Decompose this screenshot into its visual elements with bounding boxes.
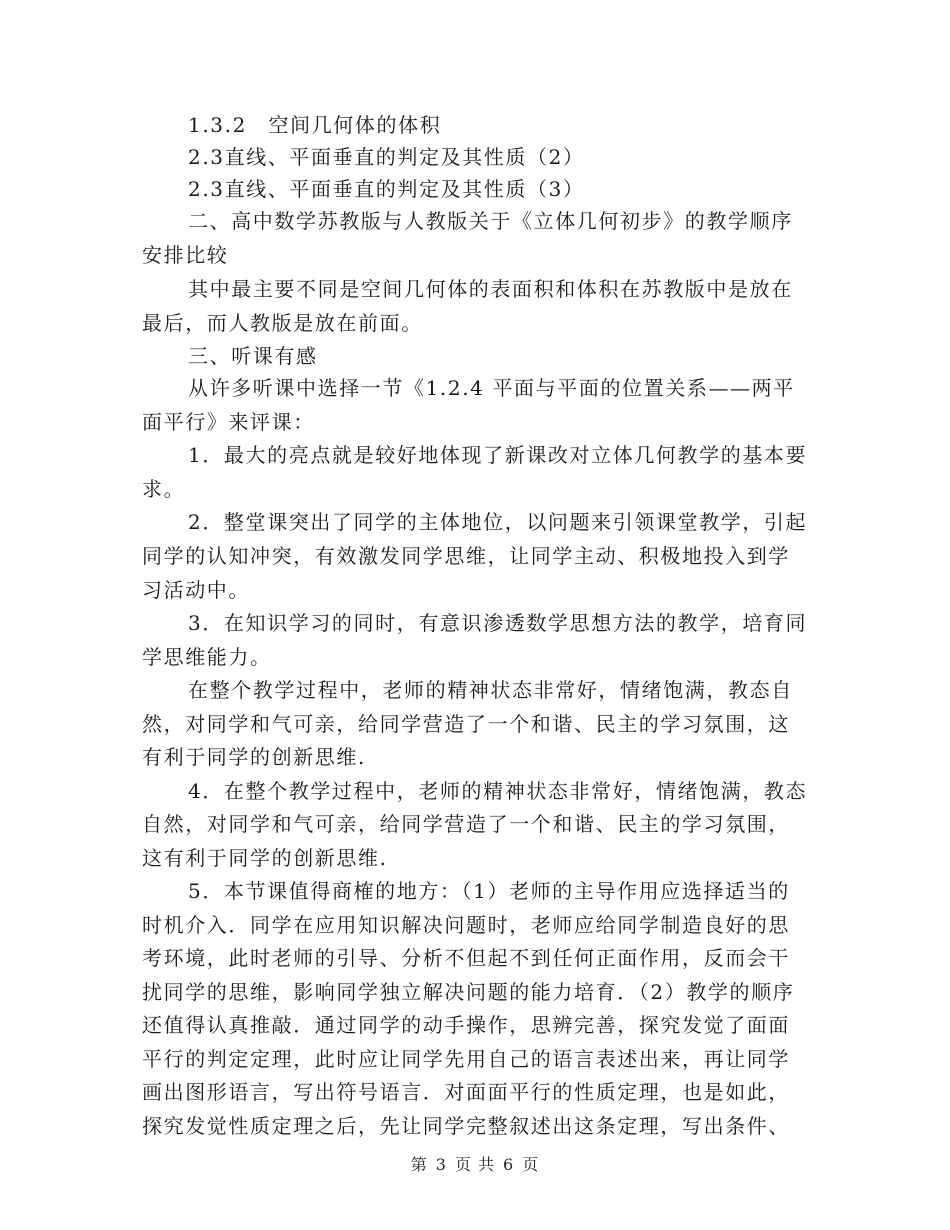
- text-line: 同学的认知冲突，有效激发同学思维，让同学主动、积极地投入到学: [142, 544, 790, 568]
- text-line: 探究发觉性质定理之后，先让同学完整叙述出这条定理，写出条件、: [142, 1114, 790, 1138]
- text-line: 在整个教学过程中，老师的精神状态非常好，情绪饱满，教态自: [188, 678, 793, 702]
- text-line: 三、听课有感: [188, 344, 318, 368]
- text-line: 画出图形语言，写出符号语言．对面面平行的性质定理，也是如此，: [142, 1080, 790, 1104]
- text-line: 面平行》来评课：: [142, 410, 315, 434]
- text-line: 考环境，此时老师的引导、分析不但起不到任何正面作用，反而会干: [142, 946, 790, 970]
- text-line: 学思维能力。: [142, 645, 272, 669]
- text-line: 安排比较: [142, 243, 229, 267]
- text-line: 二、高中数学苏教版与人教版关于《立体几何初步》的教学顺序: [188, 209, 793, 233]
- text-line: 从许多听课中选择一节《1.2.4 平面与平面的位置关系——两平: [188, 376, 795, 400]
- text-line: 5．本节课值得商榷的地方：（1）老师的主导作用应选择适当的: [188, 879, 790, 903]
- page-footer: [0, 1152, 950, 1175]
- text-line: 求。: [142, 477, 186, 501]
- text-line: 1．最大的亮点就是较好地体现了新课改对立体几何教学的基本要: [188, 443, 808, 467]
- footer-middle: 页 共: [454, 1155, 496, 1174]
- text-line: 2.3直线、平面垂直的判定及其性质（2）: [188, 145, 585, 169]
- text-line: 平行的判定定理，此时应让同学先用自己的语言表述出来，再让同学: [142, 1047, 790, 1071]
- page-number: 3: [435, 1155, 447, 1174]
- text-line: 然，对同学和气可亲，给同学营造了一个和谐、民主的学习氛围，这: [142, 712, 790, 736]
- footer-suffix: 页: [522, 1155, 540, 1174]
- text-line: 2.3直线、平面垂直的判定及其性质（3）: [188, 177, 585, 201]
- text-line: 这有利于同学的创新思维.: [142, 846, 388, 870]
- text-line: 自然，对同学和气可亲，给同学营造了一个和谐、民主的学习氛围，: [142, 812, 790, 836]
- footer-prefix: 第: [410, 1155, 428, 1174]
- text-line: 最后，而人教版是放在前面。: [142, 311, 423, 335]
- text-line: 2．整堂课突出了同学的主体地位，以问题来引领课堂教学，引起: [188, 510, 808, 534]
- text-line: 有利于同学的创新思维.: [142, 745, 366, 769]
- text-line: 还值得认真推敲．通过同学的动手操作，思辨完善，探究发觉了面面: [142, 1013, 790, 1037]
- text-line: 时机介入．同学在应用知识解决问题时，老师应给同学制造良好的思: [142, 913, 790, 937]
- text-line: 1.3.2 空间几何体的体积: [188, 113, 442, 137]
- text-line: 习活动中。: [142, 578, 250, 602]
- text-line: 3．在知识学习的同时，有意识渗透数学思想方法的教学，培育同: [188, 611, 808, 635]
- text-line: 其中最主要不同是空间几何体的表面积和体积在苏教版中是放在: [188, 277, 793, 301]
- text-line: 4．在整个教学过程中，老师的精神状态非常好，情绪饱满，教态: [188, 779, 808, 803]
- page-total: 6: [503, 1155, 515, 1174]
- text-line: 扰同学的思维，影响同学独立解决问题的能力培育．（2）教学的顺序: [142, 980, 795, 1004]
